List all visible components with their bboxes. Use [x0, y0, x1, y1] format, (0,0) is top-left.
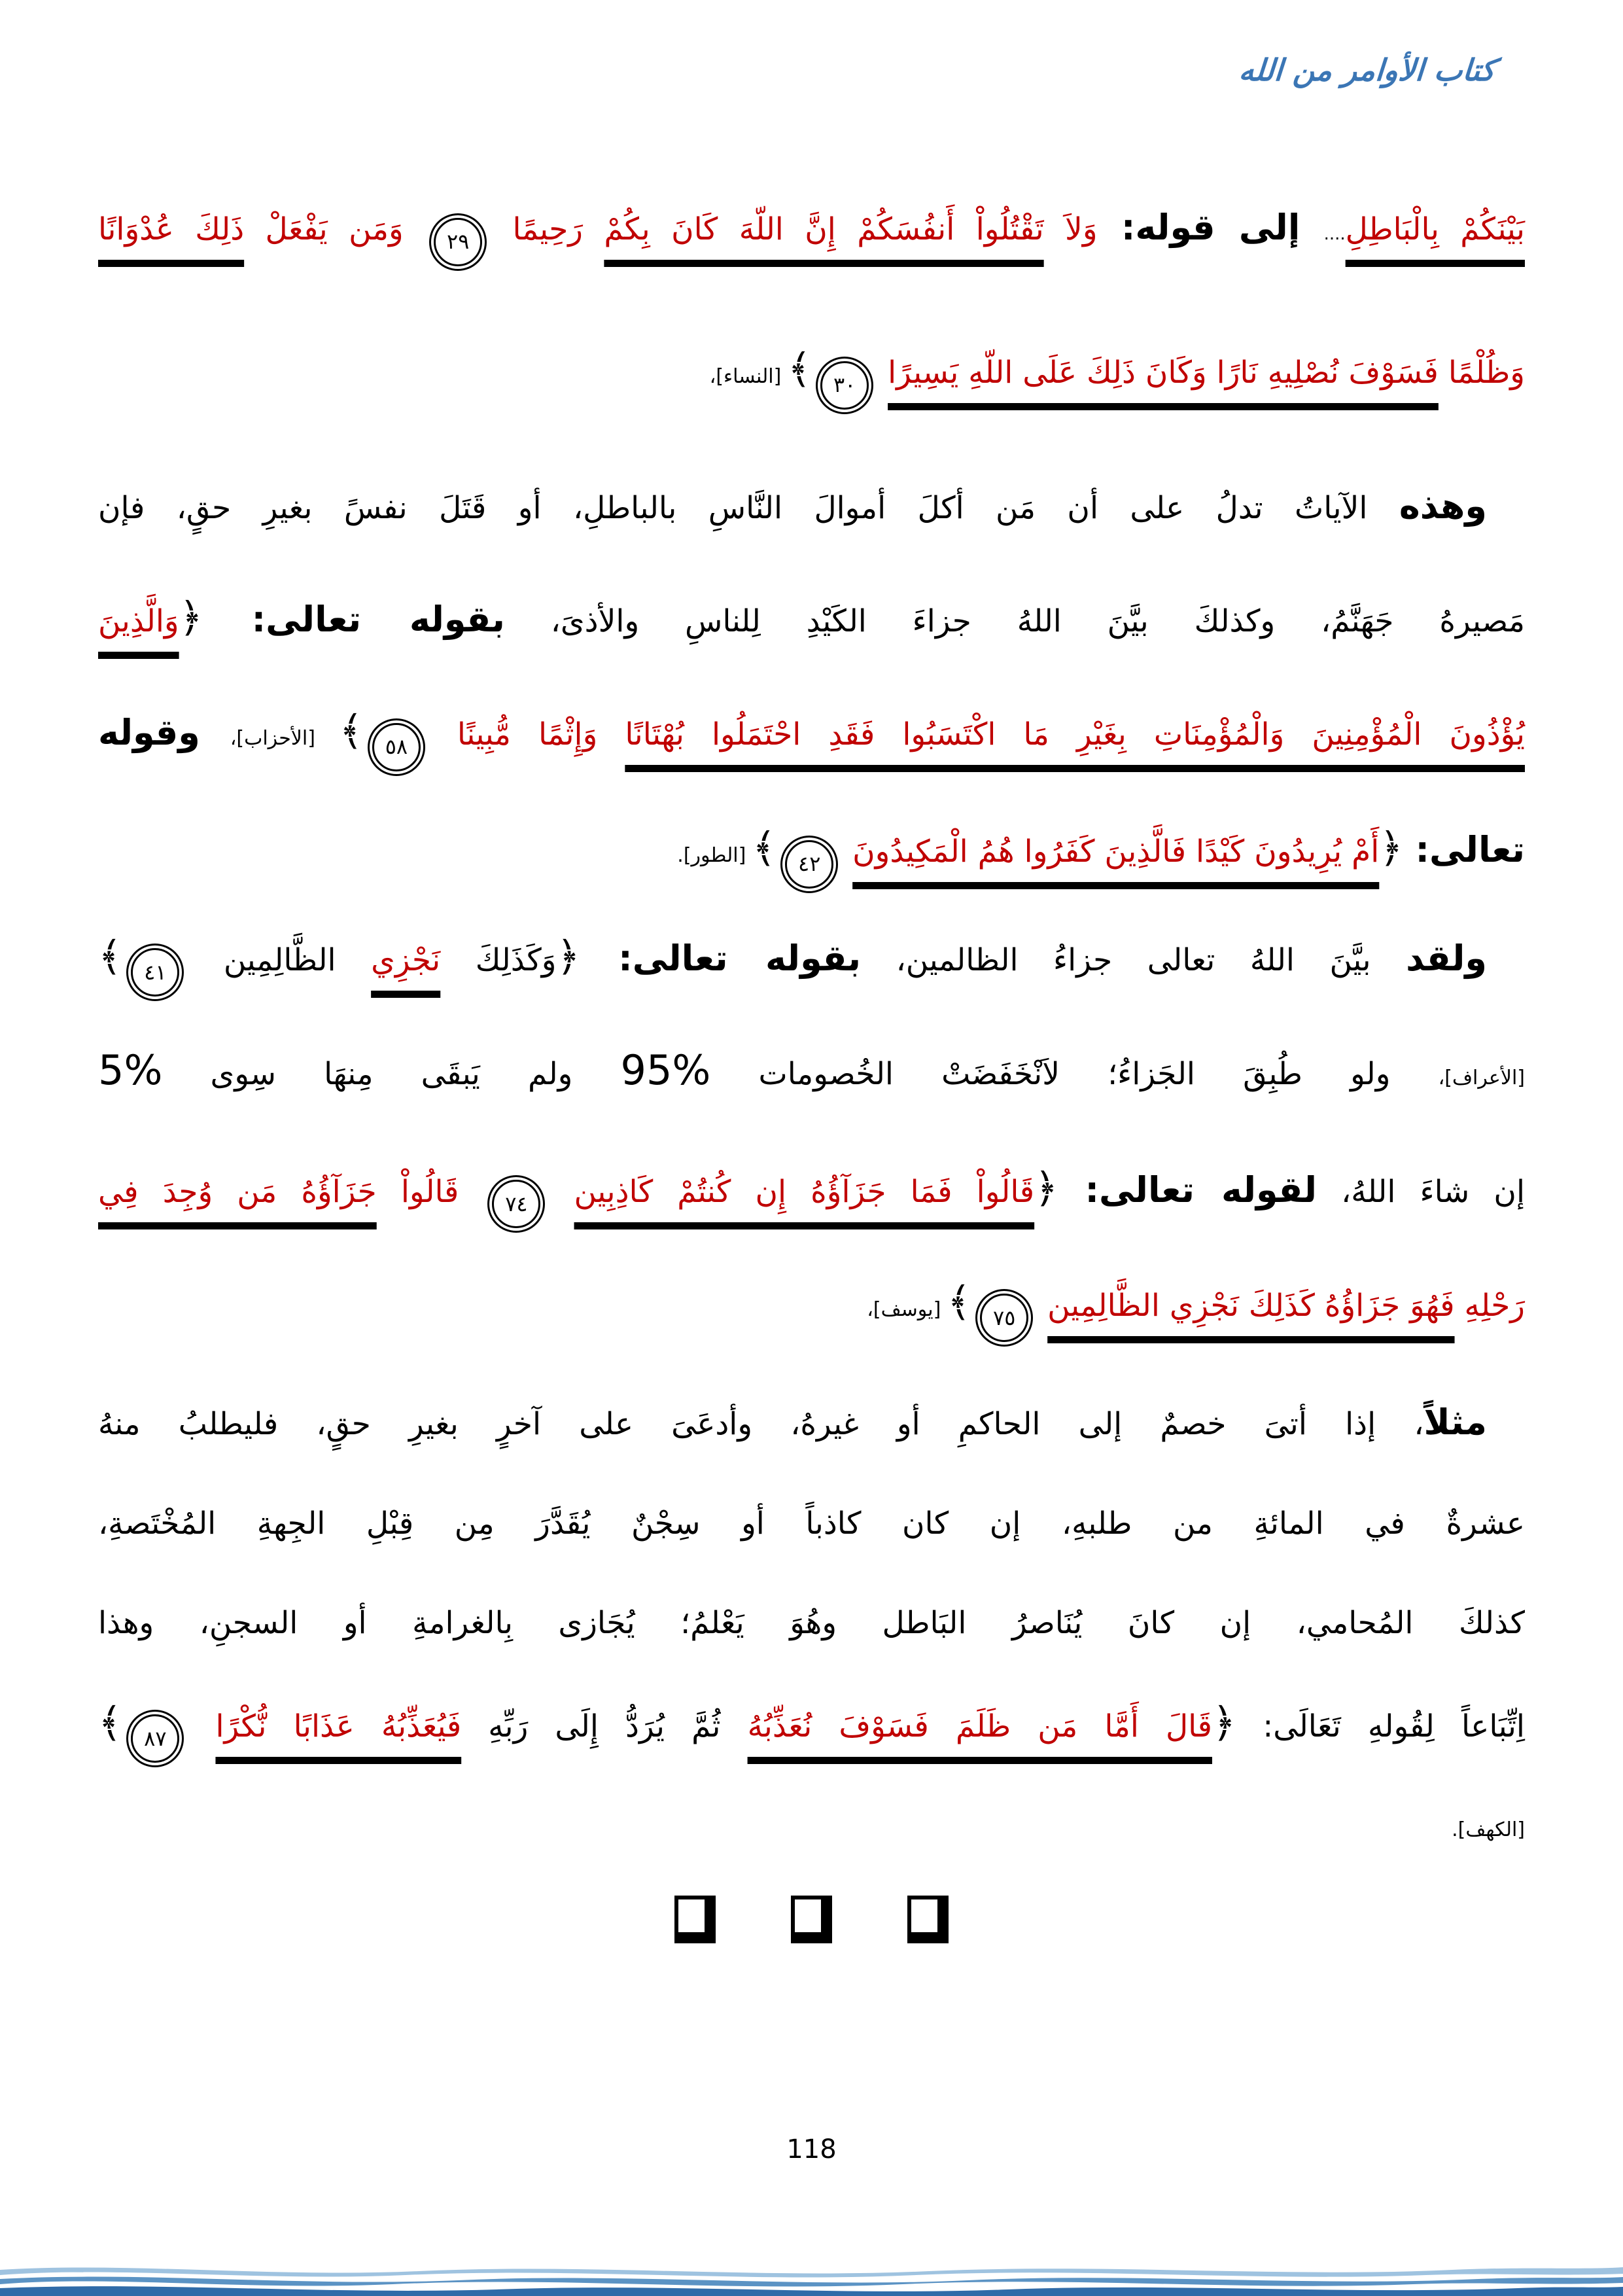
ornate-bracket-icon: ﴾: [98, 1699, 122, 1746]
surah-reference: [الطور].: [677, 844, 752, 867]
text-segment: ولقد: [1406, 938, 1487, 979]
quran-quote-segment: [550, 1174, 574, 1210]
quran-quote-segment: بَيْنَكُمْ بِالْبَاطِلِ: [1345, 211, 1525, 247]
text-line: [98, 902, 1525, 1016]
text-line: [98, 1776, 1525, 1880]
text-segment: ولو طُبِقَ الجَزاءُ؛ لاَنْخَفَضَتْ الخُصومات: [710, 1056, 1439, 1092]
paragraph-jaza-thalimin: [98, 902, 1525, 1365]
text-segment: ، إذا أتىَ خصمٌ إلى الحاكمِ أو غيرهُ، وأدعَىَ على آخرٍ بغيرِ حقٍ، فليطلبُ منهُ: [98, 1406, 1424, 1442]
quran-quote-segment: وَالَّذِينَ: [98, 603, 179, 639]
text-segment: الآياتُ تدلُ على أن مَن أكلَ أموالَ النَّاسِ بالباطلِ، أو قَتَلَ نفسً بغيرِ حقٍ، فإن: [98, 490, 1399, 526]
ornate-bracket-icon: ﴿: [1379, 824, 1403, 872]
text-line: [98, 451, 1525, 563]
text-line: [98, 1574, 1525, 1673]
ayah-number-badge: ٢٩: [434, 218, 482, 266]
text-line: [98, 1247, 1525, 1365]
text-segment: ولم يَبقَى مِنهَا سِوى: [162, 1056, 621, 1092]
square-ornament: [907, 1896, 949, 1943]
ayah-number-badge: ٧٤: [492, 1180, 540, 1228]
text-segment: لقوله تعالى:: [1058, 1169, 1317, 1210]
ayah-number-badge: ٣٠: [820, 361, 869, 410]
ayah-number-badge: ٧٥: [980, 1294, 1028, 1342]
quran-quote-segment: [878, 355, 888, 391]
square-ornament: [674, 1896, 716, 1943]
ornate-bracket-icon: ﴾: [947, 1278, 971, 1326]
ornate-bracket-icon: ﴾: [752, 824, 777, 872]
text-segment: تعالى:: [1403, 829, 1525, 870]
text-line: [98, 302, 1525, 444]
ornate-bracket-icon: ﴾: [787, 345, 812, 393]
paragraph-ayat-explanation: [98, 451, 1525, 910]
quran-quote-segment: قَالُواْ فَمَا جَزَآؤُهُ إِن كُنتُمْ كَاذِبِين: [574, 1174, 1035, 1210]
text-segment: وهذه: [1399, 486, 1487, 527]
text-line: [98, 563, 1525, 676]
text-segment: إن شاءَ اللهُ،: [1316, 1174, 1526, 1210]
text-line: [98, 1133, 1525, 1247]
text-segment: وقوله: [98, 712, 230, 753]
text-segment: بقوله تعالى:: [251, 599, 505, 640]
quran-quote-segment: [843, 834, 852, 870]
text-segment: وَكَذَلِكَ: [440, 942, 557, 978]
ornate-bracket-icon: ﴾: [339, 707, 363, 754]
quran-quote-segment: أَمْ يُرِيدُونَ كَيْدًا فَالَّذِينَ كَفَرُوا هُمُ الْمَكِيدُونَ: [852, 834, 1380, 870]
ornate-bracket-icon: ﴿: [179, 593, 252, 641]
text-segment: %5: [98, 1046, 163, 1094]
text-segment: ....: [1323, 224, 1346, 244]
quran-quote-segment: فَسَوْفَ نُصْلِيهِ نَارًا وَكَانَ ذَلِكَ عَلَى اللّهِ يَسِيرًا: [888, 355, 1439, 391]
quran-quote-segment: ذَلِكَ عُدْوَانًا: [98, 211, 245, 247]
quran-quote-segment: قَالُواْ: [376, 1174, 483, 1210]
surah-reference: [النساء]،: [709, 365, 788, 388]
text-line: [98, 793, 1525, 910]
ayah-number-badge: ٤٢: [785, 840, 833, 889]
quran-quote-segment: وَإِثْمًا مُّبِينًا: [429, 716, 625, 752]
surah-reference: [الأعراف]،: [1438, 1067, 1525, 1089]
quran-quote-segment: قَالَ أَمَّا مَن ظَلَمَ فَسَوْفَ نُعَذِّبُهُ: [747, 1708, 1212, 1744]
text-line: [98, 1474, 1525, 1574]
quran-quote-segment: [1038, 1288, 1047, 1324]
page-number: 118: [786, 2134, 837, 2164]
surah-reference: [يوسف]،: [867, 1298, 947, 1321]
text-segment: بقوله تعالى:: [618, 938, 862, 979]
quran-quote-segment: جَزَآؤُهُ مَن وُجِدَ فِي: [98, 1174, 377, 1210]
ayah-number-badge: ٥٨: [372, 723, 421, 771]
text-line: [98, 1373, 1525, 1474]
ayah-number-badge: ٤١: [131, 948, 179, 997]
text-segment: مثلاً: [1423, 1402, 1487, 1443]
quran-quote-segment: وَمَن يَفْعَلْ: [244, 211, 425, 247]
text-line: [98, 676, 1525, 793]
text-segment: كذلكَ المُحامي، إن كانَ يُنَاصرُ البَاطل وهُوَ يَعْلمُ؛ يُجَازى بِالغرامةِ أو السجنِ، وهذا: [98, 1605, 1525, 1641]
quran-quote-segment: وَظُلْمًا: [1438, 355, 1525, 391]
footer-wave-decoration: [0, 2261, 1623, 2296]
quran-quote-segment: [188, 1708, 215, 1744]
surah-reference: [الأحزاب]،: [230, 727, 340, 750]
quran-quote-segment: فَيُعَذِّبُهُ عَذَابًا نُّكْرًا: [215, 1708, 462, 1744]
text-segment: إلى قوله:: [1097, 207, 1324, 248]
text-line: [98, 160, 1525, 302]
quran-quote-segment: وَلاَ: [1043, 211, 1098, 247]
text-segment: %95: [620, 1046, 711, 1094]
square-ornament: [791, 1896, 832, 1943]
ayah-number-badge: ٨٧: [131, 1714, 179, 1763]
ornate-bracket-icon: ﴿: [1212, 1699, 1236, 1746]
text-segment: اِتِّبَاعاً لِقُولهِ تَعَالَى:: [1236, 1708, 1525, 1744]
quote-block-nisa: [98, 160, 1525, 444]
text-segment: عشرةٌ في المائةِ من طلبهِ، إن كان كاذباً أو سِجْنٌ يُقَدَّرَ مِن قِبْلِ الجِهةِ المُخْتَصةِ،: [98, 1506, 1525, 1542]
ornate-bracket-icon: ﴿: [556, 932, 619, 980]
surah-reference: [الكهف].: [1452, 1818, 1525, 1841]
text-segment: الظَّالِمِين: [188, 942, 372, 978]
text-line: [98, 1016, 1525, 1133]
ornate-bracket-icon: ﴿: [1034, 1164, 1058, 1212]
quran-quote-segment: تَقْتُلُواْ أَنفُسَكُمْ إِنَّ اللّهَ كَانَ بِكُمْ: [604, 211, 1044, 247]
ornate-bracket-icon: ﴾: [98, 932, 122, 980]
quran-quote-segment: فَهُوَ جَزَاؤُهُ كَذَلِكَ نَجْزِي الظَّالِمِين: [1047, 1288, 1455, 1324]
text-line: [98, 1673, 1525, 1776]
quran-quote-segment: نَجْزِي: [371, 942, 441, 978]
quran-quote-segment: رَحِيمًا: [491, 211, 604, 247]
section-divider-squares: [0, 1896, 1623, 1943]
text-segment: بيَّنَ اللهُ تعالى جزاءُ الظالمين،: [861, 942, 1406, 978]
quran-quote-segment: رَحْلِهِ: [1454, 1288, 1525, 1324]
page-header-title: كتاب الأوامر من الله: [1238, 52, 1497, 88]
quran-quote-segment: يُؤْذُونَ الْمُؤْمِنِينَ وَالْمُؤْمِنَاتِ بِغَيْرِ مَا اكْتَسَبُوا فَقَدِ احْتَمَلُوا بُهْتَانًا: [625, 716, 1526, 752]
text-segment: مَصيرهُ جَهَنَّمُ، وكذلكَ بيَّنَ اللهُ جزاءَ الكَيْدِ لِلناسِ والأذىَ،: [504, 603, 1525, 639]
text-segment: ثُمَّ يُرَدُّ إِلَى رَبِّهِ: [461, 1708, 748, 1744]
paragraph-example-judge: [98, 1373, 1525, 1880]
